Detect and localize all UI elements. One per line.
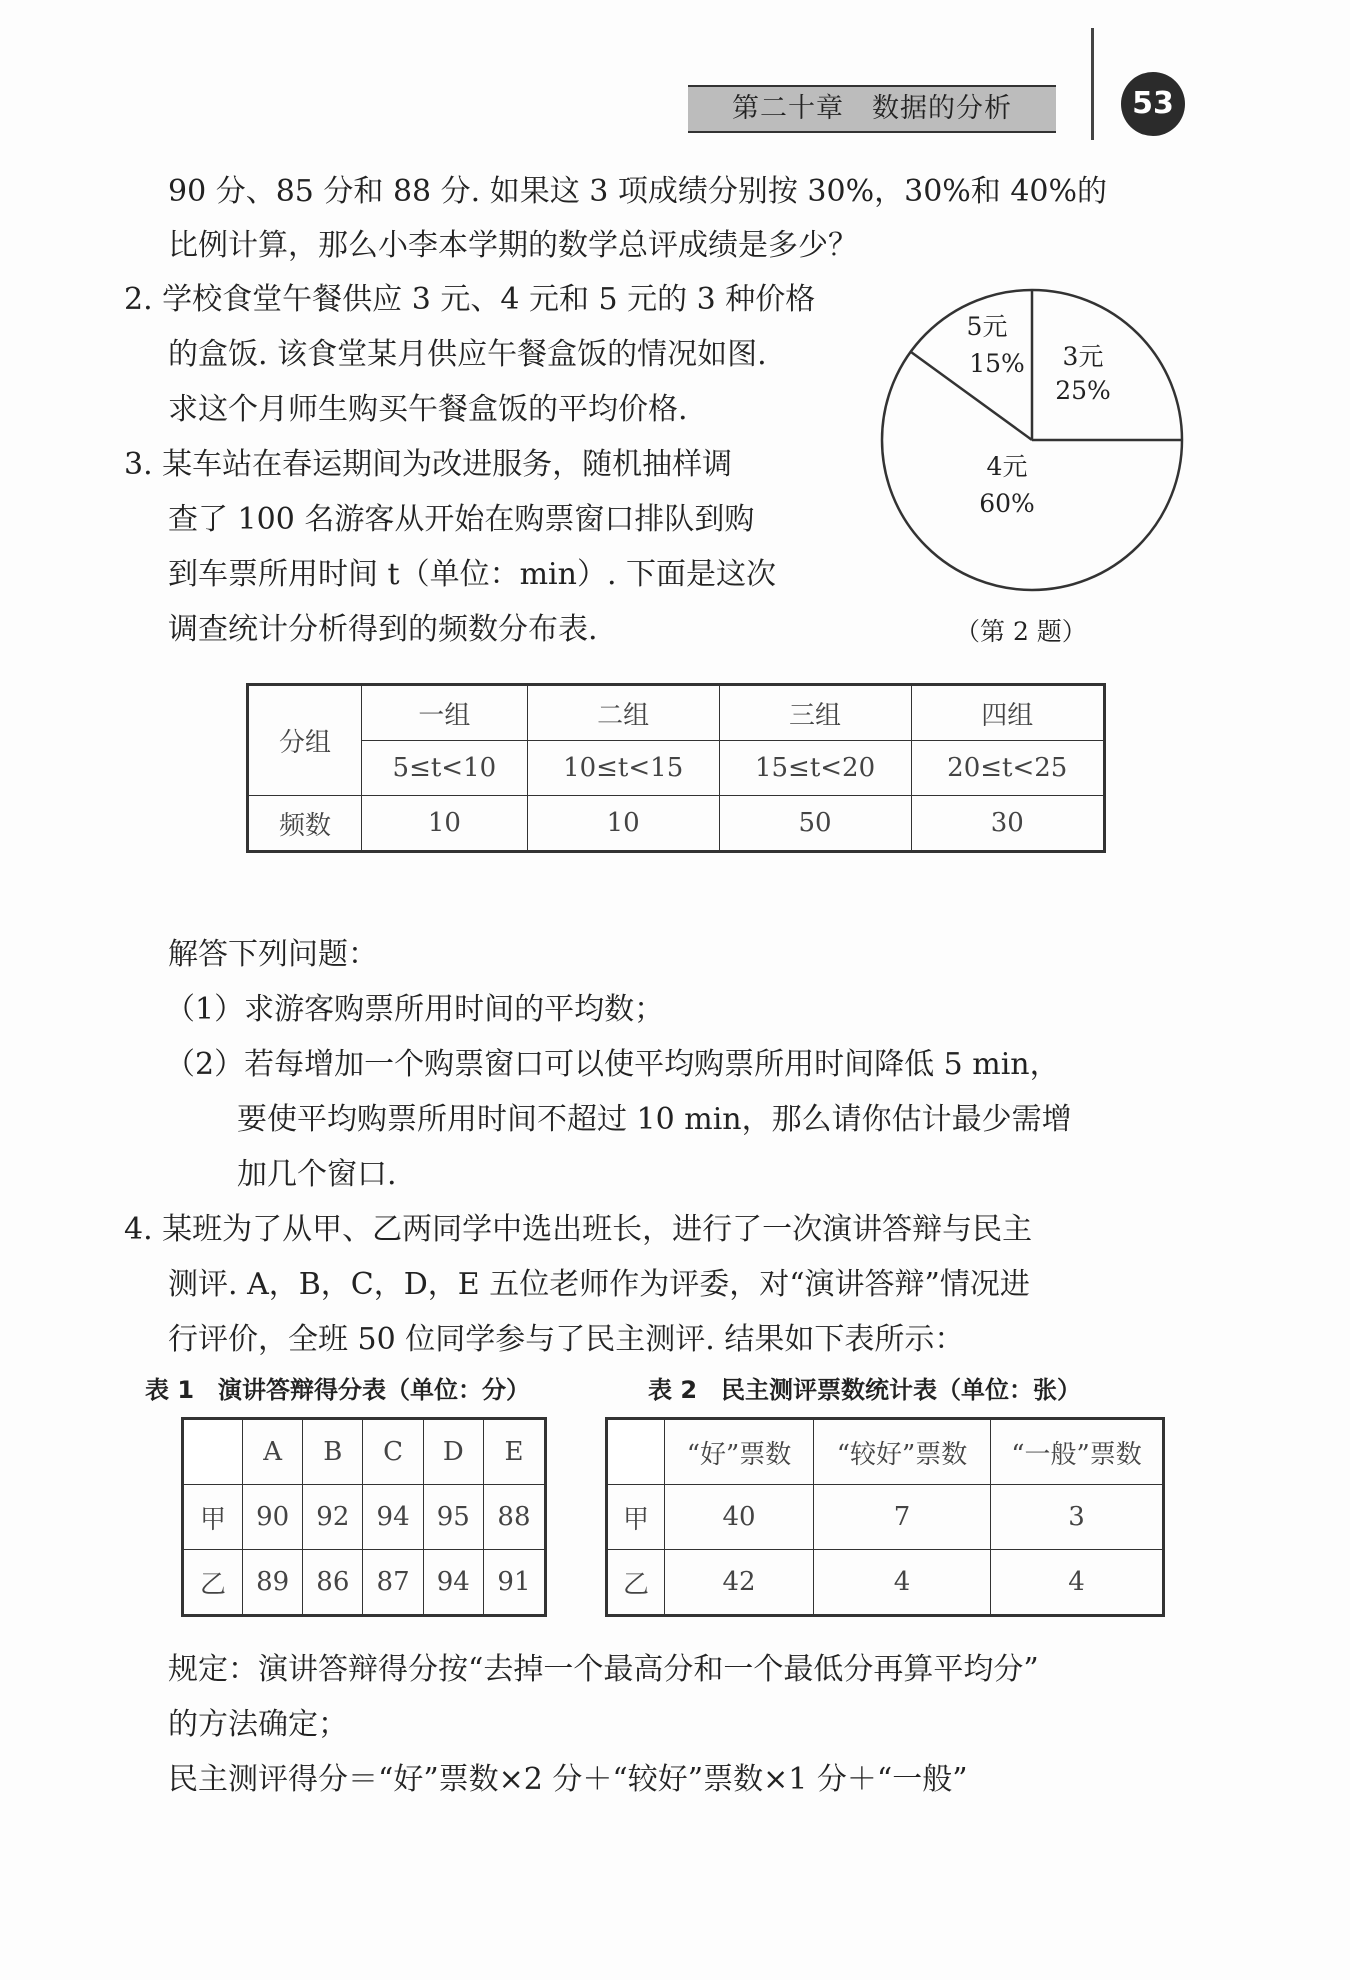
- slice-label-4yuan-percent: 60%: [979, 489, 1035, 518]
- paragraph-line: 90 分、85 分和 88 分. 如果这 3 项成绩分别按 30%，30%和 40%的: [168, 174, 1108, 209]
- chapter-title: 第二十章 数据的分析: [732, 93, 1012, 124]
- question-2-line: 的盒饭. 该食堂某月供应午餐盒饭的情况如图.: [168, 337, 767, 372]
- group-header: 三组: [719, 685, 911, 741]
- slice-label-4yuan-price: 4元: [986, 452, 1028, 481]
- vote-cell: 40: [665, 1485, 814, 1550]
- vote-header: “一般”票数: [991, 1419, 1164, 1485]
- vote-header: “好”票数: [665, 1419, 814, 1485]
- score-cell: 89: [243, 1550, 303, 1616]
- chapter-header: [688, 85, 1056, 133]
- vote-cell: 7: [814, 1485, 991, 1550]
- question-2-line: 求这个月师生购买午餐盒饭的平均价格.: [168, 392, 688, 427]
- question-3-line: 到车票所用时间 t（单位：min）. 下面是这次: [168, 557, 777, 592]
- answer-line: 加几个窗口.: [237, 1157, 397, 1192]
- question-4-line: 测评. A，B，C，D，E 五位老师作为评委，对“演讲答辩”情况进: [168, 1267, 1030, 1302]
- price-pie-chart: [880, 280, 1190, 600]
- question-3-line: 3. 某车站在春运期间为改进服务，随机抽样调: [124, 447, 733, 482]
- table2-caption: 表 2 民主测评票数统计表（单位：张）: [648, 1376, 1082, 1404]
- answer-line: （1）求游客购票所用时间的平均数；: [165, 992, 665, 1027]
- student-name: 乙: [183, 1550, 243, 1616]
- judge-header: B: [303, 1419, 363, 1485]
- score-cell: 91: [483, 1550, 545, 1616]
- frequency-table: [246, 683, 1106, 853]
- rule-line: 的方法确定；: [168, 1707, 348, 1742]
- group-header: 一组: [362, 685, 528, 741]
- group-header: 四组: [911, 685, 1105, 741]
- score-cell: 94: [423, 1550, 483, 1616]
- score-cell: 90: [243, 1485, 303, 1550]
- slice-label-5yuan-percent: 15%: [969, 349, 1025, 378]
- score-cell: 88: [483, 1485, 545, 1550]
- count-cell: 10: [362, 796, 528, 852]
- answer-line: 要使平均购票所用时间不超过 10 min，那么请你估计最少需增: [237, 1102, 1072, 1137]
- header-divider: [1091, 28, 1094, 140]
- rule-line: 规定：演讲答辩得分按“去掉一个最高分和一个最低分再算平均分”: [168, 1652, 1039, 1687]
- slice-label-5yuan-price: 5元: [966, 312, 1008, 341]
- answer-line: （2）若每增加一个购票窗口可以使平均购票所用时间降低 5 min，: [165, 1047, 1060, 1082]
- vote-cell: 3: [991, 1485, 1164, 1550]
- student-name: 甲: [183, 1485, 243, 1550]
- student-name: 乙: [607, 1550, 665, 1616]
- range-cell: 10≤t<15: [527, 741, 719, 796]
- rule-line: 民主测评得分＝“好”票数×2 分＋“较好”票数×1 分＋“一般”: [168, 1762, 968, 1797]
- count-cell: 50: [719, 796, 911, 852]
- vote-cell: 4: [814, 1550, 991, 1616]
- judge-header: E: [483, 1419, 545, 1485]
- judge-header: D: [423, 1419, 483, 1485]
- score-cell: 86: [303, 1550, 363, 1616]
- paragraph-line: 比例计算，那么小李本学期的数学总评成绩是多少？: [168, 228, 858, 263]
- slice-label-3yuan-percent: 25%: [1055, 376, 1111, 405]
- question-4-line: 行评价，全班 50 位同学参与了民主测评. 结果如下表所示：: [168, 1322, 965, 1357]
- question-4-line: 4. 某班为了从甲、乙两同学中选出班长，进行了一次演讲答辩与民主: [124, 1212, 1033, 1247]
- count-cell: 30: [911, 796, 1105, 852]
- answer-line: 解答下列问题：: [168, 937, 378, 972]
- question-2-line: 2. 学校食堂午餐供应 3 元、4 元和 5 元的 3 种价格: [124, 282, 816, 317]
- student-name: 甲: [607, 1485, 665, 1550]
- speech-score-table: [181, 1417, 547, 1617]
- row-header-frequency: 频数: [248, 796, 362, 852]
- vote-cell: 4: [991, 1550, 1164, 1616]
- pie-caption: （第 2 题）: [955, 617, 1087, 646]
- table1-caption: 表 1 演讲答辩得分表（单位：分）: [145, 1376, 531, 1404]
- group-header: 二组: [527, 685, 719, 741]
- range-cell: 15≤t<20: [719, 741, 911, 796]
- corner-cell: [607, 1419, 665, 1485]
- question-3-line: 调查统计分析得到的频数分布表.: [168, 612, 598, 647]
- score-cell: 87: [363, 1550, 423, 1616]
- vote-count-table: [605, 1417, 1165, 1617]
- score-cell: 94: [363, 1485, 423, 1550]
- count-cell: 10: [527, 796, 719, 852]
- range-cell: 20≤t<25: [911, 741, 1105, 796]
- judge-header: C: [363, 1419, 423, 1485]
- judge-header: A: [243, 1419, 303, 1485]
- range-cell: 5≤t<10: [362, 741, 528, 796]
- vote-header: “较好”票数: [814, 1419, 991, 1485]
- slice-label-3yuan-price: 3元: [1062, 342, 1104, 371]
- page-number: 53: [1121, 72, 1185, 136]
- question-3-line: 查了 100 名游客从开始在购票窗口排队到购: [168, 502, 755, 537]
- vote-cell: 42: [665, 1550, 814, 1616]
- score-cell: 92: [303, 1485, 363, 1550]
- corner-cell: [183, 1419, 243, 1485]
- row-header-group: 分组: [248, 685, 362, 796]
- score-cell: 95: [423, 1485, 483, 1550]
